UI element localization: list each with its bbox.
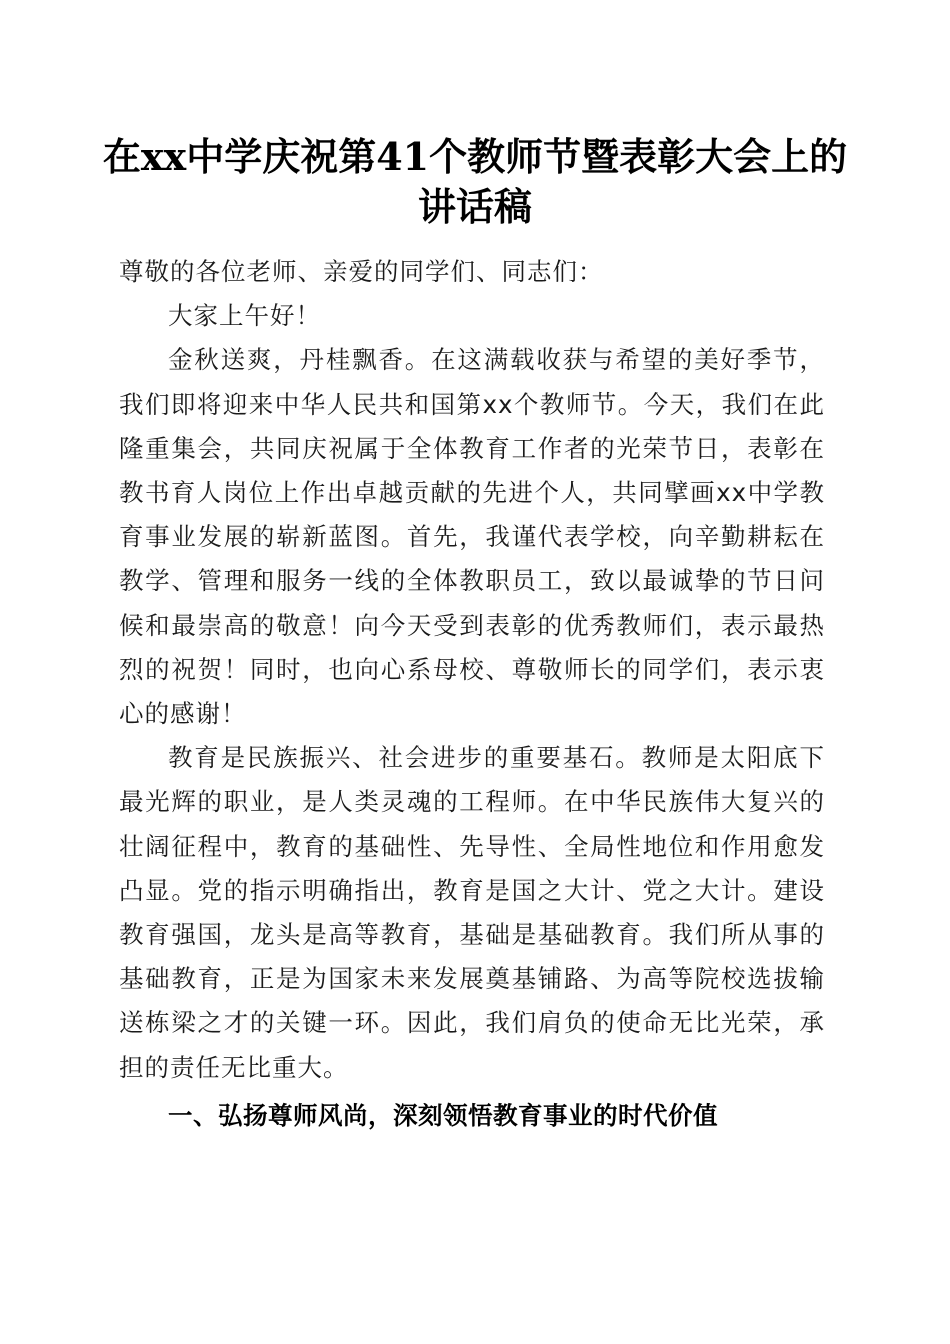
paragraph-1: 金秋送爽，丹桂飘香。在这满载收获与希望的美好季节，我们即将迎来中华人民共和国第xx个教师节。今天，我们在此隆重集会，共同庆祝属于全体教育工作者的光荣节日，表彰在教书育人岗位上作出卓越贡献的先进个人，共同擘画xx中学教育事业发展的崭新蓝图。首先，我谨代表学校，向辛勤耕耘在教学、管理和服务一线的全体教职员工，致以最诚挚的节日问候和最崇高的敬意！向今天受到表彰的优秀教师们，表示最热烈的祝贺！同时，也向心系母校、尊敬师长的同学们，表示衷心的感谢！ (119, 345, 825, 729)
greeting: 大家上午好！ (168, 301, 321, 331)
section-heading: 一、弘扬尊师风尚，深刻领悟教育事业的时代价值 (168, 1100, 718, 1130)
salutation: 尊敬的各位老师、亲爱的同学们、同志们： (119, 257, 604, 286)
document-title: 在xx中学庆祝第41个教师节暨表彰大会上的讲话稿 (102, 134, 848, 229)
paragraph-2: 教育是民族振兴、社会进步的重要基石。教师是太阳底下最光辉的职业，是人类灵魂的工程师。在中华民族伟大复兴的壮阔征程中，教育的基础性、先导性、全局性地位和作用愈发凸显。党的指示明确指出，教育是国之大计、党之大计。建设教育强国，龙头是高等教育，基础是基础教育。我们所从事的基础教育，正是为国家未来发展奠基铺路、为高等院校选拔输送栋梁之才的关键一环。因此，我们肩负的使命无比光荣，承担的责任无比重大。 (119, 743, 825, 1082)
document-body (119, 250, 825, 1138)
